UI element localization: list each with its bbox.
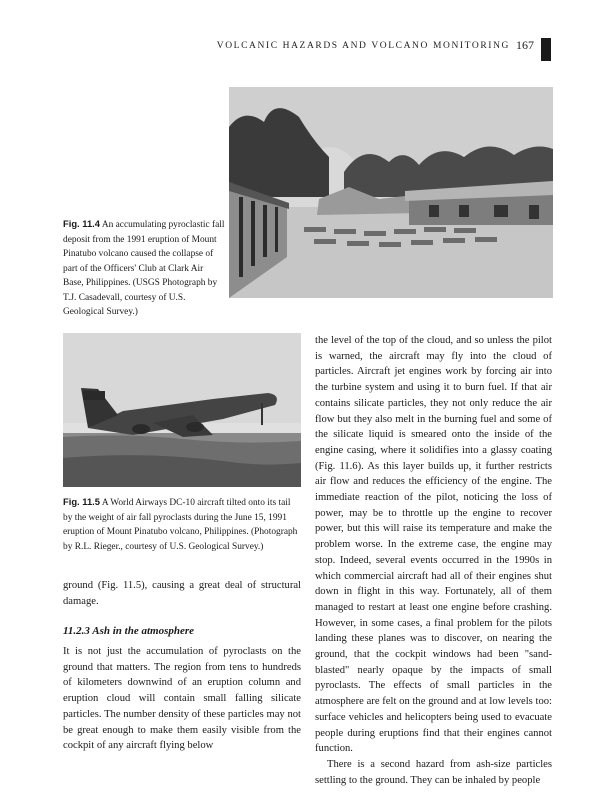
fig-11-4-caption-text: An accumulating pyroclastic fall deposit from the 1991 eruption of Mount Pinatubo volcano caused the collapse of part of the Officers' Club at Clark Air Base, Philippines. (USGS Photograph by T.J. Casadevall, courtesy of U.S. Geological Survey.) [63, 220, 225, 317]
fig-11-5-caption-text: A World Airways DC-10 aircraft tilted onto its tail by the weight of air fall pyroclasts during the June 15, 1991 eruption of Mount Pinatubo volcano, Philippines. (Photograph by R.L. Rieger., courtesy of U.S. Geological Survey.) [63, 498, 298, 552]
page-number: 167 [516, 38, 534, 52]
collapsed-officers-club-image [229, 87, 553, 298]
paragraph: It is not just the accumulation of pyroclasts on the ground that matters. The region from tens to hundreds of kilometers downwind of an eruption column and eruption cloud will contain small falling silicate particles. The number density of these particles may not be great enough to make them easily visible from the cockpit of any aircraft flying below [63, 646, 301, 752]
paragraph: ground (Fig. 11.5), causing a great deal of structural damage. [63, 580, 301, 607]
fig-11-5-photo [63, 333, 301, 487]
fig-11-4-label: Fig. 11.4 [63, 218, 100, 229]
running-head: VOLCANIC HAZARDS AND VOLCANO MONITORING [216, 41, 510, 51]
fig-11-5-caption [63, 495, 301, 554]
header-bar [541, 38, 551, 61]
fig-11-4-caption [63, 217, 225, 320]
tilted-dc10-aircraft-image [63, 333, 301, 487]
right-column [315, 333, 552, 788]
paragraph: the level of the top of the cloud, and so unless the pilot is warned, the aircraft may fly into the cloud of particles. Aircraft jet engines work by forcing air into the turbine system and using it to burn fuel. If that air contains silicate particles, they not only reduce the air flow but they also melt in the burning fuel and some of the silicate liquid is smeared onto the inside of the engine casing, where it solidifies into a glassy coating (Fig. 11.6). As this layer builds up, it further restricts air flow and reduces the efficiency of the engine. The immediate reaction of the pilot, noticing the loss of power, may be to throttle up the engine to recover power, but this will raise its temperature and make the problem worse. In the extreme case, the engine may stop. Indeed, several events occurred in the 1990s in which commercial aircraft had all of their engines shut down in flight in this way. Fortunately, all of them managed to restart at least one engine before crashing. However, in some cases, a final problem for the pilots landing these planes was to discover, on nearing the ground, that the cockpit windows had been "sand-blasted" nearly opaque by the impacts of small pyroclasts. The effects of small particles in the atmosphere are felt on the ground and at low levels too: surface vehicles and helicopters being used to evacuate people during eruptions find that their engines cannot function. [315, 335, 552, 755]
fig-11-4-photo [229, 87, 553, 298]
fig-11-5-label: Fig. 11.5 [63, 496, 100, 507]
left-column-continuation [63, 578, 301, 609]
paragraph: There is a second hazard from ash-size particles settling to the ground. They can be inhaled by people [315, 758, 552, 786]
section-heading: 11.2.3 Ash in the atmosphere [63, 625, 195, 637]
left-column-paragraph [63, 644, 301, 754]
